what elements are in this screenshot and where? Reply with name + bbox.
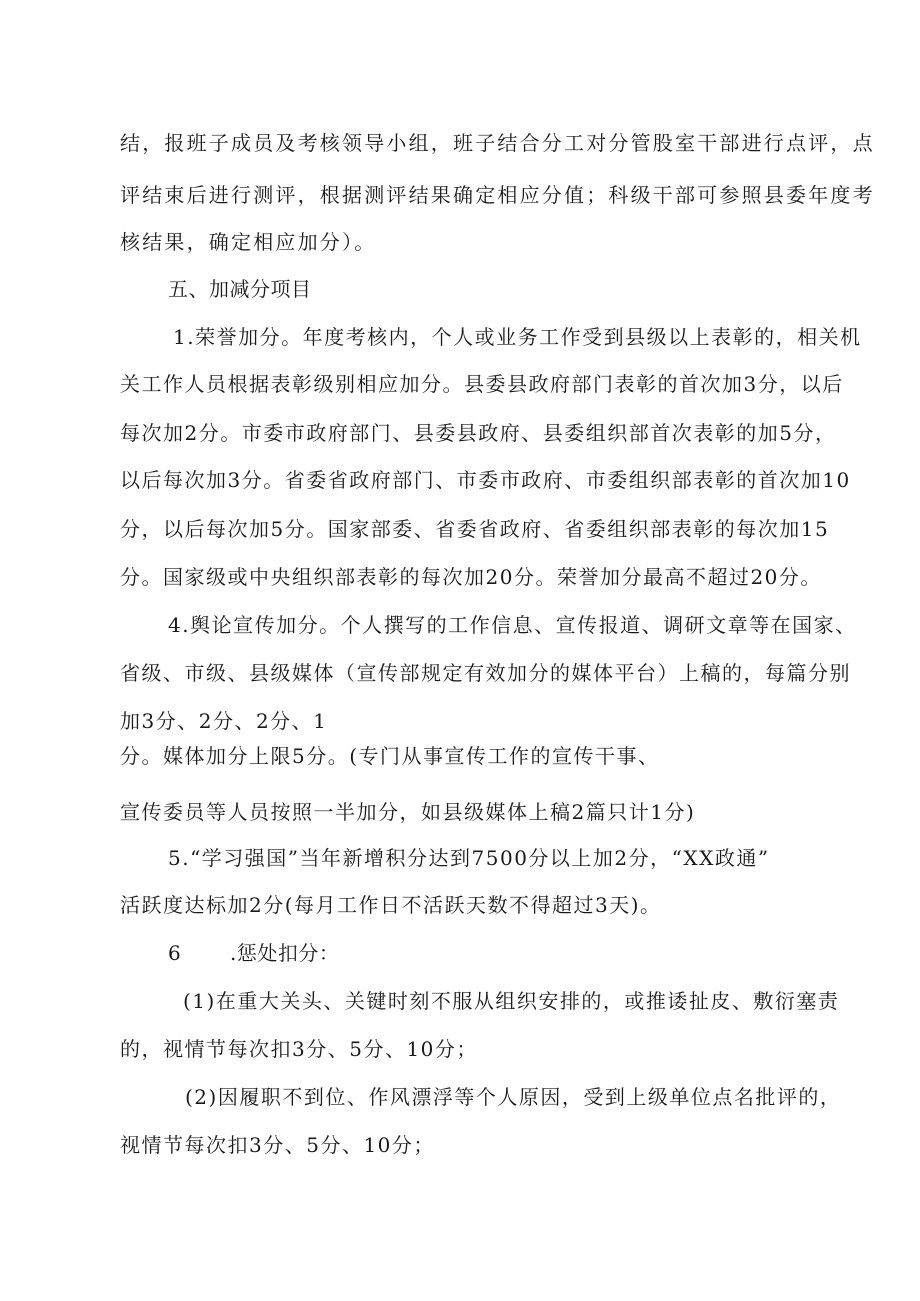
paragraph-line: 分。媒体加分上限5分。(专门从事宣传工作的宣传干事、 xyxy=(120,744,660,768)
paragraph-line: 每次加2分。市委市政府部门、县委县政府、县委组织部首次表彰的加5分， xyxy=(120,421,837,445)
paragraph-line: 视情节每次扣3分、5分、10分； xyxy=(120,1133,435,1157)
paragraph-line: 活跃度达标加2分(每月工作日不活跃天数不得超过3天)。 xyxy=(120,893,662,917)
paragraph-line: 1.荣誉加分。年度考核内，个人或业务工作受到县级以上表彰的，相关机 xyxy=(173,325,862,349)
item-heading: .惩处扣分： xyxy=(230,941,340,965)
paragraph-line: 的，视情节每次扣3分、5分、10分； xyxy=(120,1037,478,1061)
paragraph-line: 4.舆论宣传加分。个人撰写的工作信息、宣传报道、调研文章等在国家、 xyxy=(168,613,857,637)
paragraph-line: 结，报班子成员及考核领导小组，班子结合分工对分管股室干部进行点评，点 xyxy=(120,131,875,155)
paragraph-line: 省级、市级、县级媒体（宣传部规定有效加分的媒体平台）上稿的，每篇分别 xyxy=(120,661,851,685)
paragraph-line: 5.“学习强国”当年新增积分达到7500分以上加2分，“XX政通” xyxy=(168,846,770,870)
paragraph-line: (1)在重大关头、关键时刻不服从组织安排的，或推诿扯皮、敷衍塞责 xyxy=(183,989,840,1013)
paragraph-line: 关工作人员根据表彰级别相应加分。县委县政府部门表彰的首次加3分，以后 xyxy=(120,372,844,396)
item-number: 6 xyxy=(168,941,182,965)
paragraph-line: 加3分、2分、2分、1 xyxy=(120,709,328,733)
paragraph-line: 宣传委员等人员按照一半加分，如县级媒体上稿2篇只计1分) xyxy=(120,800,696,824)
paragraph-line: 分，以后每次加5分。国家部委、省委省政府、省委组织部表彰的每次加15 xyxy=(120,517,830,541)
paragraph-line: 评结束后进行测评，根据测评结果确定相应分值；科级干部可参照县委年度考 xyxy=(120,183,875,207)
paragraph-line: 以后每次加3分。省委省政府部门、市委市政府、市委组织部表彰的首次加10 xyxy=(120,468,851,492)
paragraph-line: 分。国家级或中央组织部表彰的每次加20分。荣誉加分最高不超过20分。 xyxy=(120,565,822,589)
paragraph-line: 核结果，确定相应加分）。 xyxy=(120,230,377,254)
paragraph-line: (2)因履职不到位、作风漂浮等个人原因，受到上级单位点名批评的， xyxy=(185,1085,842,1109)
section-heading: 五、加减分项目 xyxy=(168,277,312,301)
